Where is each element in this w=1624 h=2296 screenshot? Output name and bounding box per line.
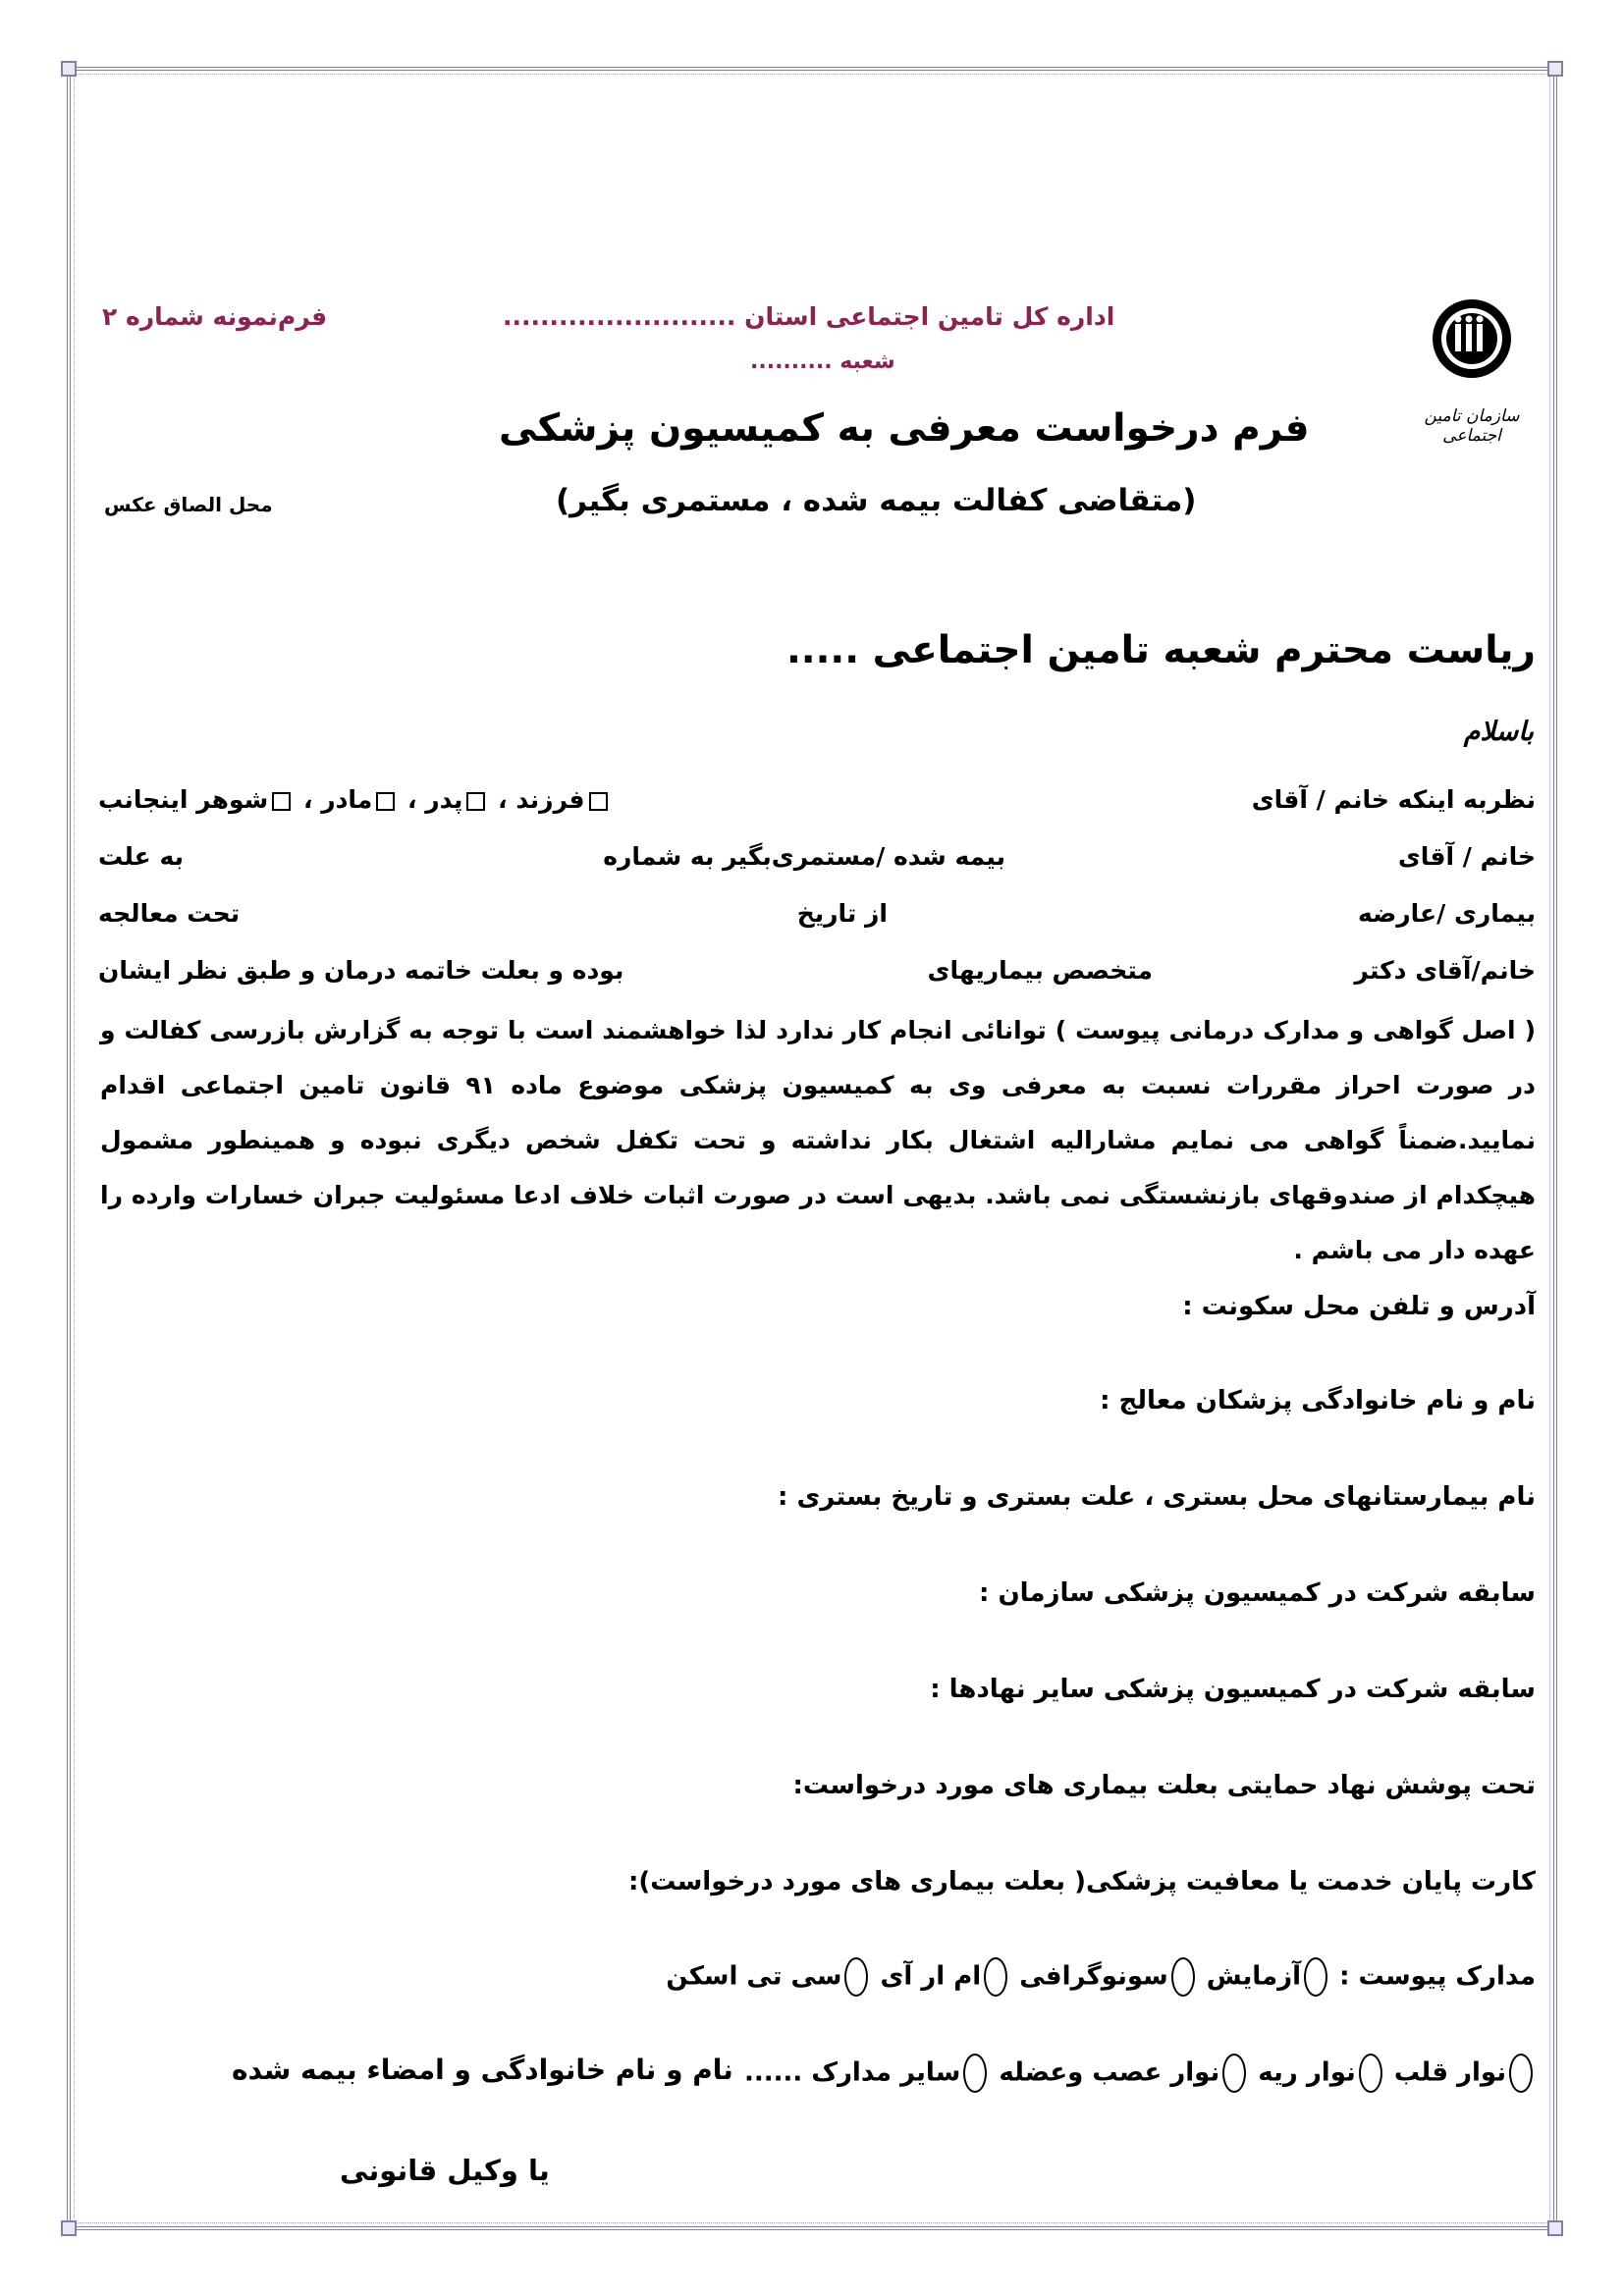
line4-end: بوده و بعلت خاتمه درمان و طبق نظر ایشان (98, 956, 624, 985)
checkbox-mother[interactable] (376, 792, 395, 811)
body-line-1 (98, 785, 1536, 830)
history-org-field-label: سابقه شرکت در کمیسیون پزشکی سازمان : (979, 1578, 1536, 1608)
logo-caption: سازمان تامین اجتماعی (1424, 406, 1520, 446)
checkbox-ecg[interactable] (1509, 2054, 1533, 2093)
body-line-2 (98, 842, 1536, 887)
line2-end: به علت (98, 842, 184, 871)
relation-son-label: فرزند ، (498, 785, 585, 814)
attachment-other-docs: سایر مدارک ...... (744, 2057, 961, 2088)
attachment-mri: ام ار آی (880, 1961, 982, 1992)
branch-name: شعبه .......... (750, 349, 895, 374)
attachment-ct-scan: سی تی اسکن (666, 1961, 842, 1992)
attachments-row-1 (666, 1957, 1536, 1997)
addressee: ریاست محترم شعبه تامین اجتماعی ..... (785, 628, 1536, 672)
checkbox-son[interactable] (589, 792, 608, 811)
line3-start: بیماری /عارضه (1357, 899, 1536, 928)
line2-start: خانم / آقای (1397, 842, 1536, 871)
attachments-row-2 (744, 2054, 1536, 2093)
line2-mid: بیمه شده /مستمری‌بگیر به شماره (603, 842, 1005, 871)
line3-mid: از تاریخ (796, 899, 888, 928)
history-other-field-label: سابقه شرکت در کمیسیون پزشکی سایر نهادها : (930, 1675, 1536, 1704)
relation-husband-label: شوهر اینجانب (98, 785, 269, 814)
doctors-field-label: نام و نام خانوادگی پزشکان معالج : (1100, 1386, 1536, 1415)
relation-options (98, 785, 612, 814)
attachments-label: مدارک پیوست : (1339, 1961, 1536, 1992)
corner-ornament (61, 2220, 77, 2236)
checkbox-husband[interactable] (272, 792, 291, 811)
corner-ornament (1547, 2220, 1563, 2236)
line4-start: خانم/آقای دکتر (1354, 956, 1536, 985)
relation-father-label: پدر ، (407, 785, 463, 814)
greeting: باسلام (1463, 717, 1534, 747)
attachment-emg: نوار عصب وعضله (999, 2057, 1220, 2088)
form-title: فرم درخواست معرفی به کمیسیون پزشکی (499, 406, 1310, 451)
checkbox-emg[interactable] (1222, 2054, 1246, 2093)
signature-label: نام و نام خانوادگی و امضاء بیمه شده (232, 2054, 733, 2086)
form-number: فرم‌نمونه شماره ۲ (102, 302, 328, 331)
relation-mother-label: مادر ، (303, 785, 373, 814)
attachment-ecg: نوار قلب (1393, 2057, 1506, 2088)
corner-ornament (1547, 61, 1563, 77)
attachment-lab-test: آزمایش (1206, 1961, 1302, 1992)
checkbox-ultrasound[interactable] (1171, 1957, 1195, 1997)
attachment-ultrasound: سونوگرافی (1019, 1961, 1168, 1992)
checkbox-father[interactable] (466, 792, 485, 811)
corner-ornament (61, 61, 77, 77)
checkbox-other-docs[interactable] (963, 2054, 987, 2093)
line4-mid: متخصص بیماریهای (927, 956, 1153, 985)
organization-logo (1408, 294, 1536, 446)
photo-place-label: محل الصاق عکس (104, 493, 273, 516)
form-subtitle: (متقاضی کفالت بیمه شده ، مستمری بگیر) (556, 483, 1197, 518)
declaration-paragraph: ( اصل گواهی و مدارک درمانی پیوست ) توانائی انجام کار ندارد لذا خواهشمند است با توجه به گزارش بازرسی کفالت و در صورت احراز مقررات نسبت به معرفی وی به کمیسیون پزشکی موضوع ماده ۹۱ قانون تامین اجتماعی اقدام نمایید.ضمناً گواهی می نمایم مشارالیه اشتغال بکار نداشته و تحت تکفل شخص دیگری نبوده و همینطور مشمول هیچکدام از صندوقهای بازنشستگی نمی باشد. بدیهی است در صورت اثبات خلاف ادعا مسئولیت جبران خسارات وارده را عهده دار می باشم . (100, 1016, 1536, 1264)
checkbox-lung-test[interactable] (1359, 2054, 1382, 2093)
logo-emblem-icon (1408, 294, 1536, 402)
body-line-3 (98, 899, 1536, 944)
office-name: اداره کل تامین اجتماعی استان ......................... (503, 302, 1115, 331)
body-line-4 (98, 956, 1536, 1001)
support-field-label: تحت پوشش نهاد حمایتی بعلت بیماری های مورد درخواست: (792, 1771, 1536, 1800)
checkbox-ct-scan[interactable] (844, 1957, 868, 1997)
checkbox-mri[interactable] (984, 1957, 1007, 1997)
attachment-lung-test: نوار ریه (1258, 2057, 1356, 2088)
hospitals-field-label: نام بیمارستانهای محل بستری ، علت بستری و تاریخ بستری : (778, 1482, 1536, 1512)
legal-representative-label: یا وکیل قانونی (340, 2154, 550, 2187)
military-field-label: کارت پایان خدمت یا معافیت پزشکی( بعلت بیماری های مورد درخواست): (627, 1867, 1536, 1896)
checkbox-lab-test[interactable] (1304, 1957, 1327, 1997)
line1-start: نظربه اینکه خانم / آقای (1251, 785, 1536, 814)
line3-end: تحت معالجه (98, 899, 241, 928)
address-field-label: آدرس و تلفن محل سکونت : (1182, 1292, 1536, 1321)
